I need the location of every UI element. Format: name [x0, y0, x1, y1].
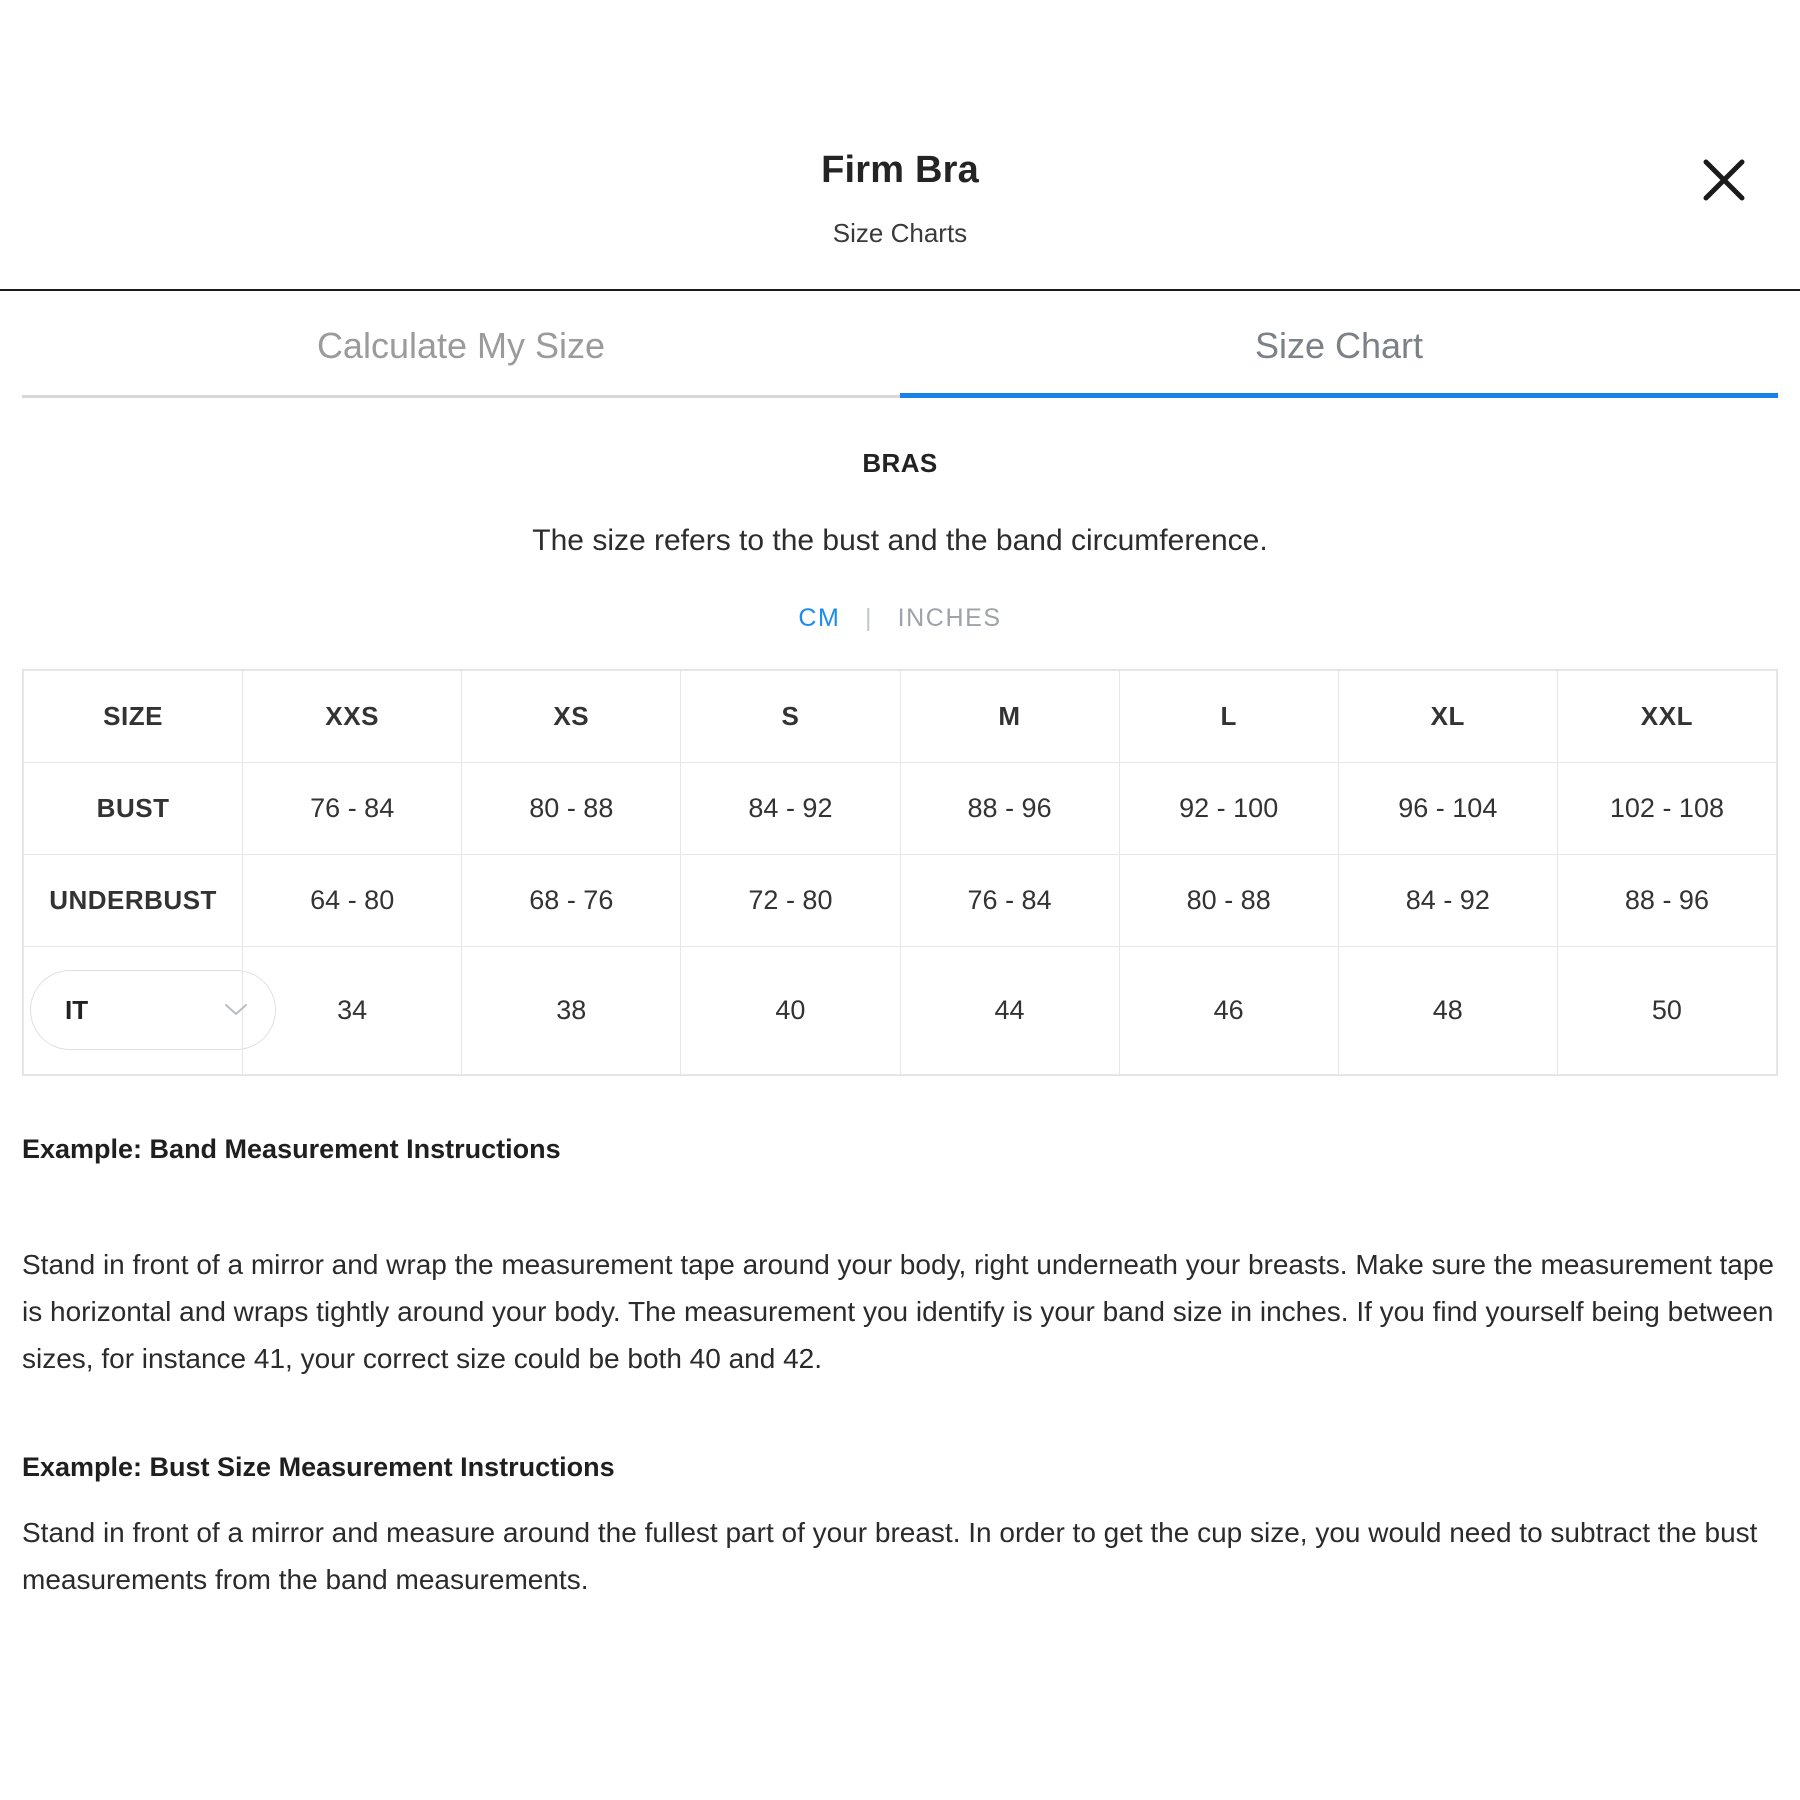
- country-size-select[interactable]: [30, 970, 276, 1050]
- table-row: [24, 946, 1777, 1074]
- cell-underbust-xxl: 88 - 96: [1557, 854, 1776, 946]
- bust-instructions-body: Stand in front of a mirror and measure around the fullest part of your breast. In order to get the cup size, you would need to subtract the bust measurements from the band measurements.: [22, 1516, 1758, 1595]
- page-subtitle: Size Charts: [832, 217, 968, 248]
- page-title: Firm Bra: [821, 149, 979, 191]
- cell-it-xxl: 50: [1557, 946, 1776, 1074]
- column-header-s: S: [681, 670, 900, 762]
- cell-bust-m: 88 - 96: [900, 762, 1119, 854]
- tab-size-chart[interactable]: Size Chart: [900, 291, 1778, 398]
- column-header-xxl: XXL: [1557, 670, 1776, 762]
- table-header-row: [24, 670, 1777, 762]
- unit-inches-option[interactable]: INCHES: [897, 603, 1002, 632]
- cell-bust-l: 92 - 100: [1119, 762, 1338, 854]
- cell-it-xl: 48: [1338, 946, 1557, 1074]
- tab-bar: [0, 291, 1800, 398]
- column-header-l: L: [1119, 670, 1338, 762]
- cell-it-xxs: 34: [243, 946, 462, 1074]
- table-row: [24, 762, 1777, 854]
- cell-it-m: 44: [900, 946, 1119, 1074]
- cell-bust-xxl: 102 - 108: [1557, 762, 1776, 854]
- cell-underbust-xxs: 64 - 80: [243, 854, 462, 946]
- cell-underbust-s: 72 - 80: [681, 854, 900, 946]
- cell-it-l: 46: [1119, 946, 1338, 1074]
- section-title: BRAS: [862, 447, 938, 478]
- size-chart-table: [23, 670, 1777, 1075]
- column-header-m: M: [900, 670, 1119, 762]
- modal-header: [0, 0, 1800, 291]
- cell-underbust-m: 76 - 84: [900, 854, 1119, 946]
- column-header-xxs: XXS: [243, 670, 462, 762]
- cell-underbust-xs: 68 - 76: [462, 854, 681, 946]
- unit-toggle: [0, 604, 1800, 633]
- cell-it-s: 40: [681, 946, 900, 1074]
- unit-cm-option[interactable]: CM: [798, 603, 841, 632]
- band-instructions-body: Stand in front of a mirror and wrap the measurement tape around your body, right underneath your breasts. Make sure the measurement tape is horizontal and wraps tightly around your body. The measurement you identify is your band size in inches. If you find yourself being between sizes, for instance 41, your correct size could be both 40 and 42.: [22, 1248, 1774, 1374]
- cell-it-xs: 38: [462, 946, 681, 1074]
- tab-calculate-my-size[interactable]: Calculate My Size: [22, 291, 900, 398]
- section-description: The size refers to the bust and the band circumference.: [532, 523, 1268, 557]
- country-size-value: IT: [65, 994, 89, 1025]
- table-row: [24, 854, 1777, 946]
- band-instructions-heading: Example: Band Measurement Instructions: [22, 1133, 561, 1164]
- column-header-xs: XS: [462, 670, 681, 762]
- chevron-down-icon: [225, 1004, 247, 1016]
- cell-underbust-xl: 84 - 92: [1338, 854, 1557, 946]
- spacer: [22, 1165, 1778, 1215]
- unit-separator: |: [864, 603, 874, 632]
- cell-underbust-l: 80 - 88: [1119, 854, 1338, 946]
- bust-instructions-heading: Example: Bust Size Measurement Instructions: [22, 1451, 615, 1482]
- cell-bust-xxs: 76 - 84: [243, 762, 462, 854]
- country-size-selector-cell: [24, 946, 243, 1074]
- close-icon[interactable]: [1696, 152, 1752, 208]
- cell-bust-xl: 96 - 104: [1338, 762, 1557, 854]
- cell-bust-s: 84 - 92: [681, 762, 900, 854]
- column-header-xl: XL: [1338, 670, 1557, 762]
- row-label-bust: BUST: [24, 762, 243, 854]
- cell-bust-xs: 80 - 88: [462, 762, 681, 854]
- row-label-underbust: UNDERBUST: [24, 854, 243, 946]
- column-header-size: SIZE: [24, 670, 243, 762]
- size-chart-table-wrapper: [22, 669, 1778, 1076]
- measurement-instructions: [22, 1134, 1778, 1603]
